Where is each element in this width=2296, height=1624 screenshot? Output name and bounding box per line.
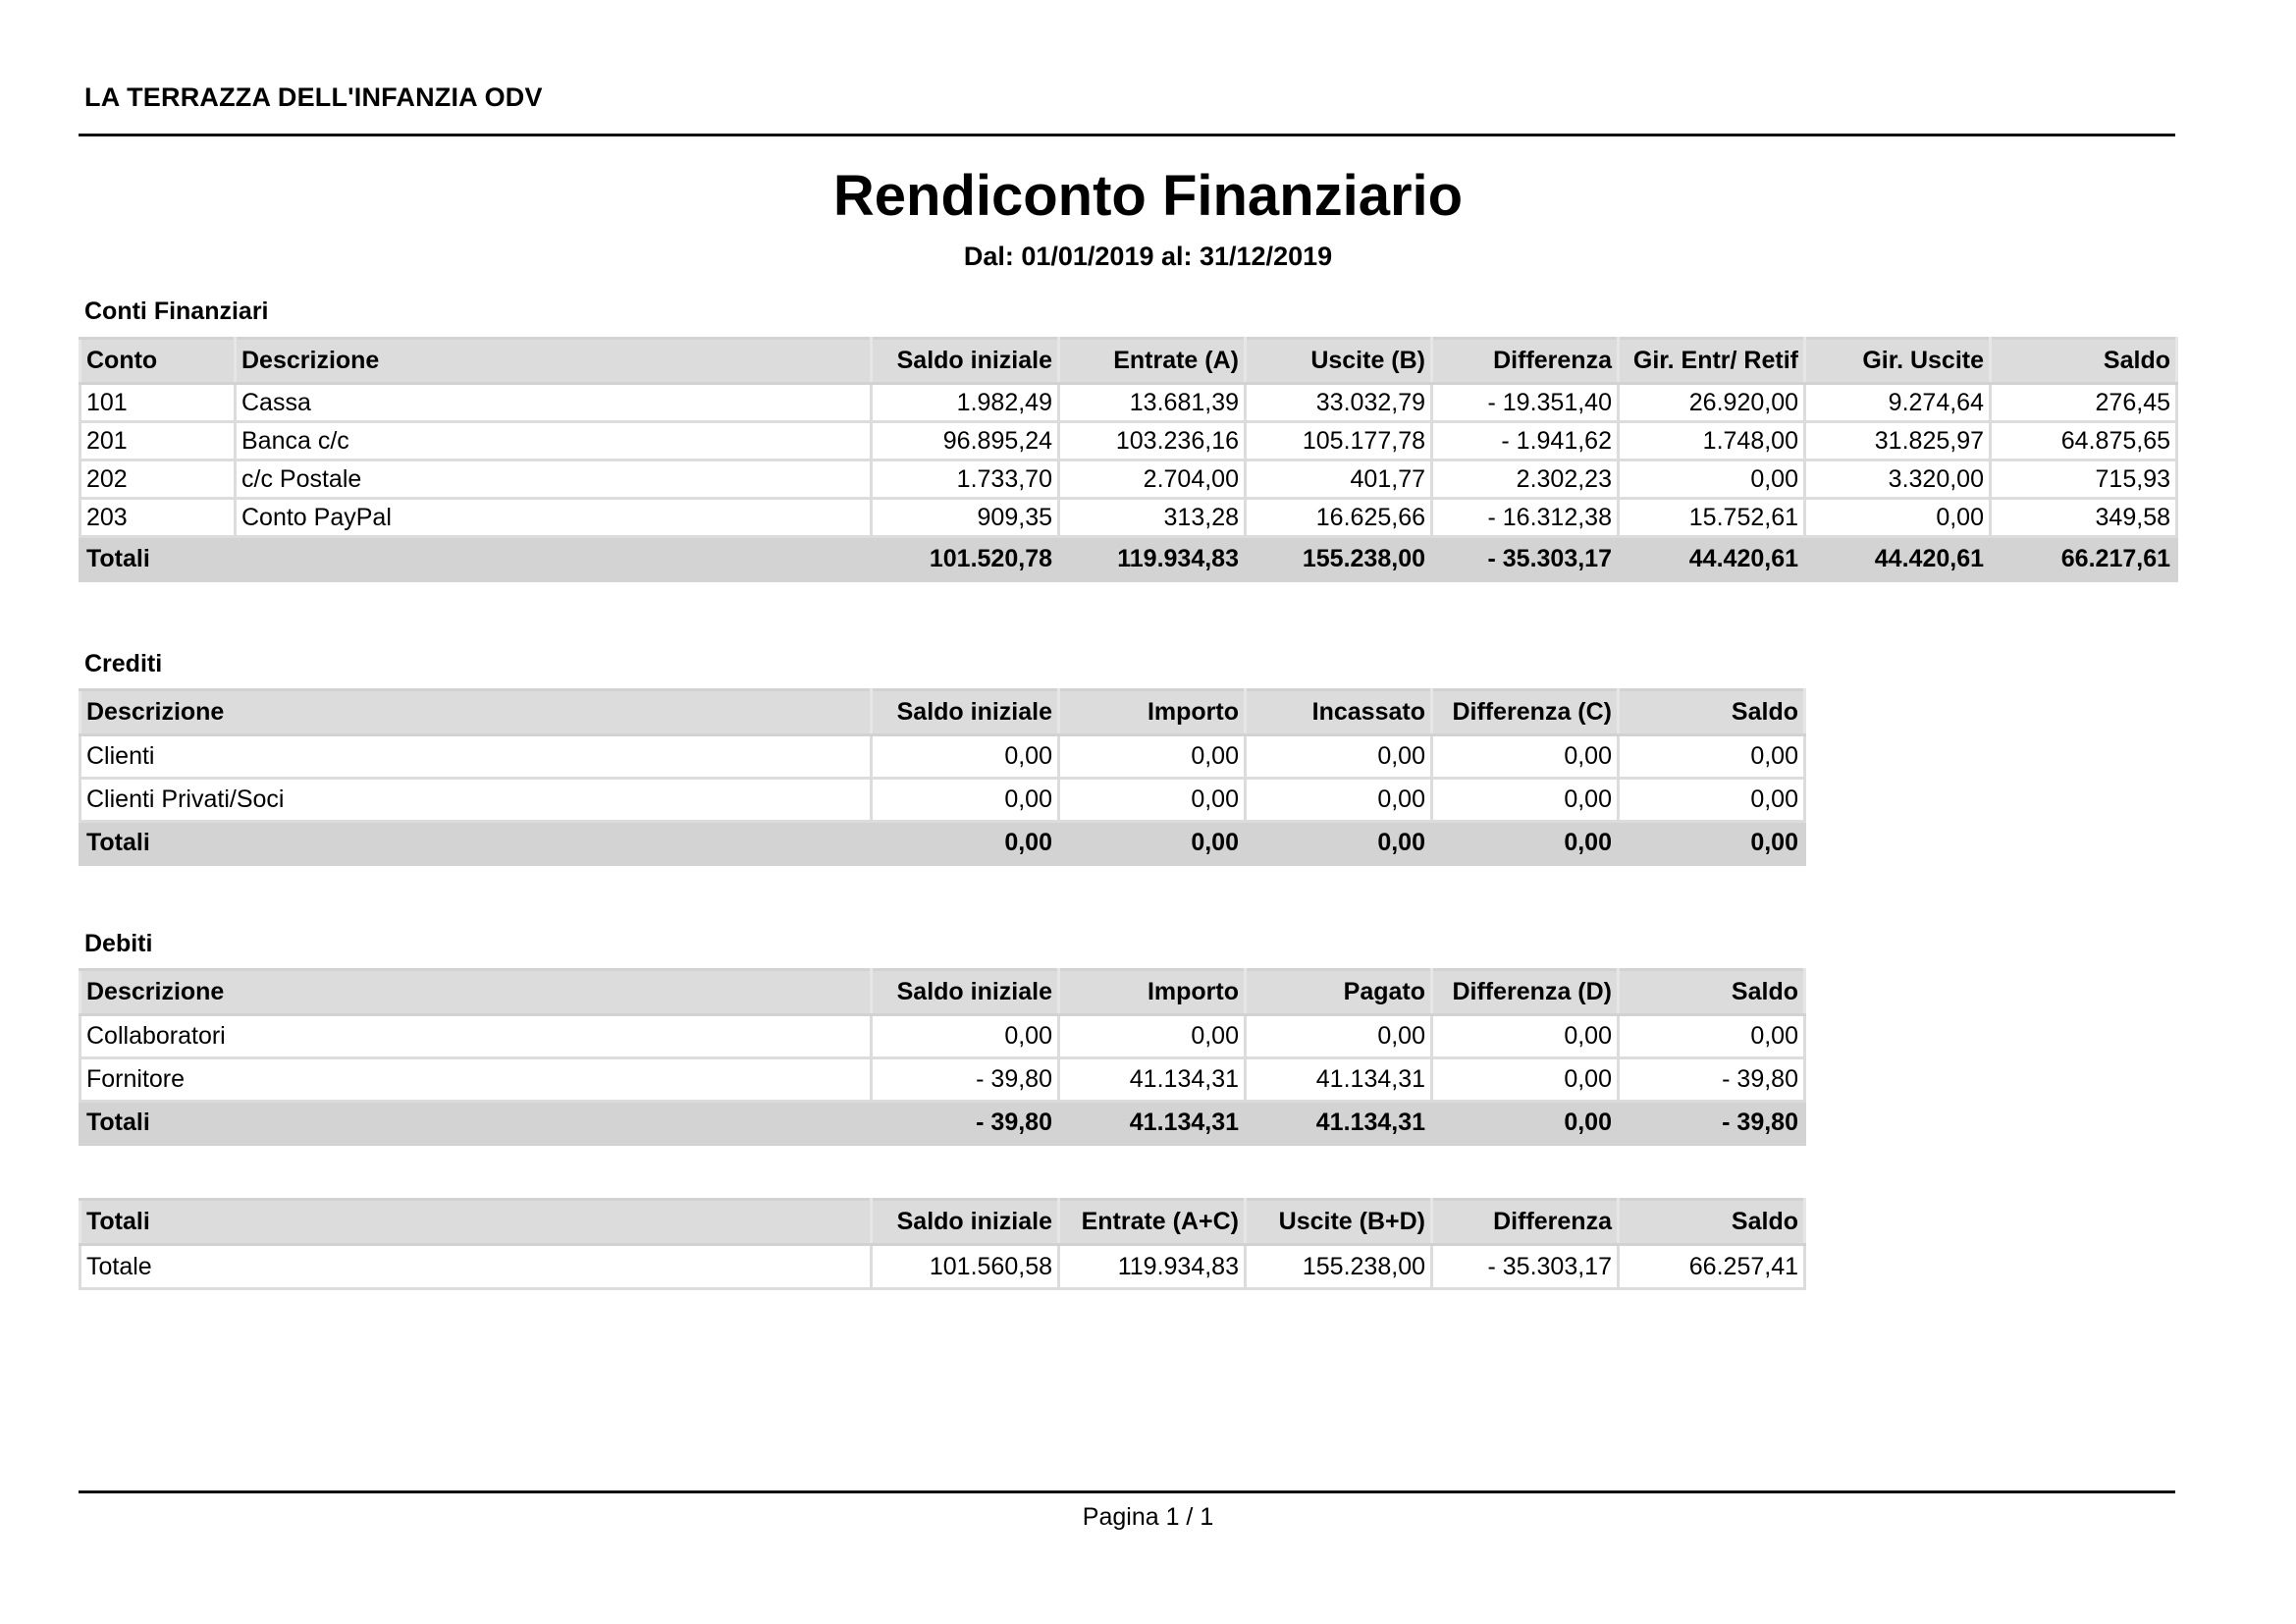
cell-gir-uscite: 0,00 [1805,499,1991,537]
total-uscite: 155.238,00 [1246,537,1432,581]
cell-descrizione: Clienti Privati/Soci [80,779,872,822]
column-header-saldo: Saldo [1619,970,1805,1015]
cell-differenza: - 35.303,17 [1432,1245,1619,1289]
cell-gir-entrate: 15.752,61 [1619,499,1805,537]
column-header-saldo-iniziale: Saldo iniziale [872,339,1059,384]
column-header-differenza-d: Differenza (D) [1432,970,1619,1015]
cell-importo: 0,00 [1059,1015,1246,1058]
totals-row [80,1102,1805,1145]
cell-saldo-iniziale: - 39,80 [872,1058,1059,1102]
page-number: Pagina 1 / 1 [1082,1503,1214,1531]
cell-descrizione: Banca c/c [236,422,872,460]
total-gir-entrate: 44.420,61 [1619,537,1805,581]
table-header-row [80,690,1805,735]
cell-descrizione: Conto PayPal [236,499,872,537]
cell-differenza: - 19.351,40 [1432,384,1619,422]
table-row [80,1245,1805,1289]
column-header-descrizione: Descrizione [236,339,872,384]
column-header-uscite-bd: Uscite (B+D) [1246,1200,1432,1245]
section-title-debiti: Debiti [84,930,153,957]
cell-descrizione: Collaboratori [80,1015,872,1058]
column-header-descrizione: Descrizione [80,690,872,735]
cell-uscite: 155.238,00 [1246,1245,1432,1289]
cell-saldo: 0,00 [1619,1015,1805,1058]
table-row [80,779,1805,822]
cell-gir-uscite: 3.320,00 [1805,460,1991,499]
column-header-saldo-iniziale: Saldo iniziale [872,970,1059,1015]
cell-importo: 41.134,31 [1059,1058,1246,1102]
total-saldo: 66.217,61 [1991,537,2177,581]
cell-saldo: 66.257,41 [1619,1245,1805,1289]
crediti-table [79,688,1806,866]
total-differenza: 0,00 [1432,822,1619,865]
cell-saldo: - 39,80 [1619,1058,1805,1102]
cell-pagato: 41.134,31 [1246,1058,1432,1102]
column-header-saldo-iniziale: Saldo iniziale [872,690,1059,735]
column-header-entrate: Entrate (A) [1059,339,1246,384]
cell-descrizione: Clienti [80,735,872,779]
table-row [80,735,1805,779]
totali-table [79,1198,1806,1290]
total-saldo-iniziale: - 39,80 [872,1102,1059,1145]
totals-label: Totali [80,1102,872,1145]
cell-conto: 202 [80,460,236,499]
column-header-uscite: Uscite (B) [1246,339,1432,384]
total-entrate: 119.934,83 [1059,537,1246,581]
cell-saldo: 349,58 [1991,499,2177,537]
page-title: Rendiconto Finanziario [832,164,1464,228]
section-title-conti-finanziari: Conti Finanziari [84,298,269,325]
table-row [80,422,2177,460]
cell-differenza: 0,00 [1432,1015,1619,1058]
column-header-pagato: Pagato [1246,970,1432,1015]
column-header-saldo: Saldo [1619,690,1805,735]
cell-differenza: 0,00 [1432,735,1619,779]
debiti-table [79,968,1806,1146]
table-row [80,1058,1805,1102]
section-title-crediti: Crediti [84,650,163,677]
total-saldo: - 39,80 [1619,1102,1805,1145]
column-header-saldo-iniziale: Saldo iniziale [872,1200,1059,1245]
column-header-incassato: Incassato [1246,690,1432,735]
cell-saldo-iniziale: 0,00 [872,1015,1059,1058]
column-header-differenza: Differenza [1432,339,1619,384]
conti-finanziari-table [79,337,2178,582]
total-saldo-iniziale: 101.520,78 [872,537,1059,581]
total-saldo-iniziale: 0,00 [872,822,1059,865]
cell-descrizione: Cassa [236,384,872,422]
cell-conto: 203 [80,499,236,537]
table-header-row [80,339,2177,384]
cell-entrate: 2.704,00 [1059,460,1246,499]
cell-uscite: 105.177,78 [1246,422,1432,460]
cell-differenza: - 1.941,62 [1432,422,1619,460]
total-importo: 41.134,31 [1059,1102,1246,1145]
total-saldo: 0,00 [1619,822,1805,865]
total-importo: 0,00 [1059,822,1246,865]
totals-label: Totali [80,537,236,581]
table-row [80,499,2177,537]
cell-entrate: 313,28 [1059,499,1246,537]
column-header-saldo: Saldo [1619,1200,1805,1245]
totals-row [80,537,2177,581]
totals-descrizione [236,537,872,581]
organization-name: LA TERRAZZA DELL'INFANZIA ODV [84,82,543,112]
totals-label: Totali [80,822,872,865]
cell-saldo: 0,00 [1619,779,1805,822]
column-header-totali: Totali [80,1200,872,1245]
table-header-row [80,970,1805,1015]
report-period: Dal: 01/01/2019 al: 31/12/2019 [963,242,1333,271]
cell-saldo: 0,00 [1619,735,1805,779]
cell-differenza: 2.302,23 [1432,460,1619,499]
footer-divider [79,1490,2175,1493]
total-incassato: 0,00 [1246,822,1432,865]
cell-saldo-iniziale: 909,35 [872,499,1059,537]
cell-gir-entrate: 1.748,00 [1619,422,1805,460]
cell-saldo-iniziale: 0,00 [872,779,1059,822]
cell-uscite: 33.032,79 [1246,384,1432,422]
table-row [80,460,2177,499]
column-header-gir-entrate: Gir. Entr/ Retif [1619,339,1805,384]
column-header-saldo: Saldo [1991,339,2177,384]
cell-incassato: 0,00 [1246,779,1432,822]
cell-gir-uscite: 9.274,64 [1805,384,1991,422]
cell-uscite: 401,77 [1246,460,1432,499]
table-header-row [80,1200,1805,1245]
column-header-descrizione: Descrizione [80,970,872,1015]
cell-descrizione: Totale [80,1245,872,1289]
cell-descrizione: Fornitore [80,1058,872,1102]
cell-saldo: 276,45 [1991,384,2177,422]
column-header-differenza-c: Differenza (C) [1432,690,1619,735]
cell-uscite: 16.625,66 [1246,499,1432,537]
cell-gir-entrate: 0,00 [1619,460,1805,499]
cell-differenza: - 16.312,38 [1432,499,1619,537]
cell-incassato: 0,00 [1246,735,1432,779]
table-row [80,384,2177,422]
column-header-conto: Conto [80,339,236,384]
cell-entrate: 103.236,16 [1059,422,1246,460]
cell-entrate: 119.934,83 [1059,1245,1246,1289]
cell-differenza: 0,00 [1432,779,1619,822]
cell-gir-uscite: 31.825,97 [1805,422,1991,460]
cell-importo: 0,00 [1059,735,1246,779]
cell-saldo-iniziale: 1.982,49 [872,384,1059,422]
total-gir-uscite: 44.420,61 [1805,537,1991,581]
cell-importo: 0,00 [1059,779,1246,822]
cell-entrate: 13.681,39 [1059,384,1246,422]
cell-conto: 201 [80,422,236,460]
total-pagato: 41.134,31 [1246,1102,1432,1145]
total-differenza: - 35.303,17 [1432,537,1619,581]
totals-row [80,822,1805,865]
cell-differenza: 0,00 [1432,1058,1619,1102]
cell-saldo: 64.875,65 [1991,422,2177,460]
header-divider [79,134,2175,136]
cell-saldo: 715,93 [1991,460,2177,499]
cell-conto: 101 [80,384,236,422]
cell-saldo-iniziale: 96.895,24 [872,422,1059,460]
column-header-gir-uscite: Gir. Uscite [1805,339,1991,384]
cell-saldo-iniziale: 0,00 [872,735,1059,779]
column-header-differenza: Differenza [1432,1200,1619,1245]
cell-gir-entrate: 26.920,00 [1619,384,1805,422]
cell-saldo-iniziale: 101.560,58 [872,1245,1059,1289]
total-differenza: 0,00 [1432,1102,1619,1145]
cell-descrizione: c/c Postale [236,460,872,499]
column-header-importo: Importo [1059,970,1246,1015]
column-header-entrate-ac: Entrate (A+C) [1059,1200,1246,1245]
column-header-importo: Importo [1059,690,1246,735]
cell-saldo-iniziale: 1.733,70 [872,460,1059,499]
cell-pagato: 0,00 [1246,1015,1432,1058]
table-row [80,1015,1805,1058]
